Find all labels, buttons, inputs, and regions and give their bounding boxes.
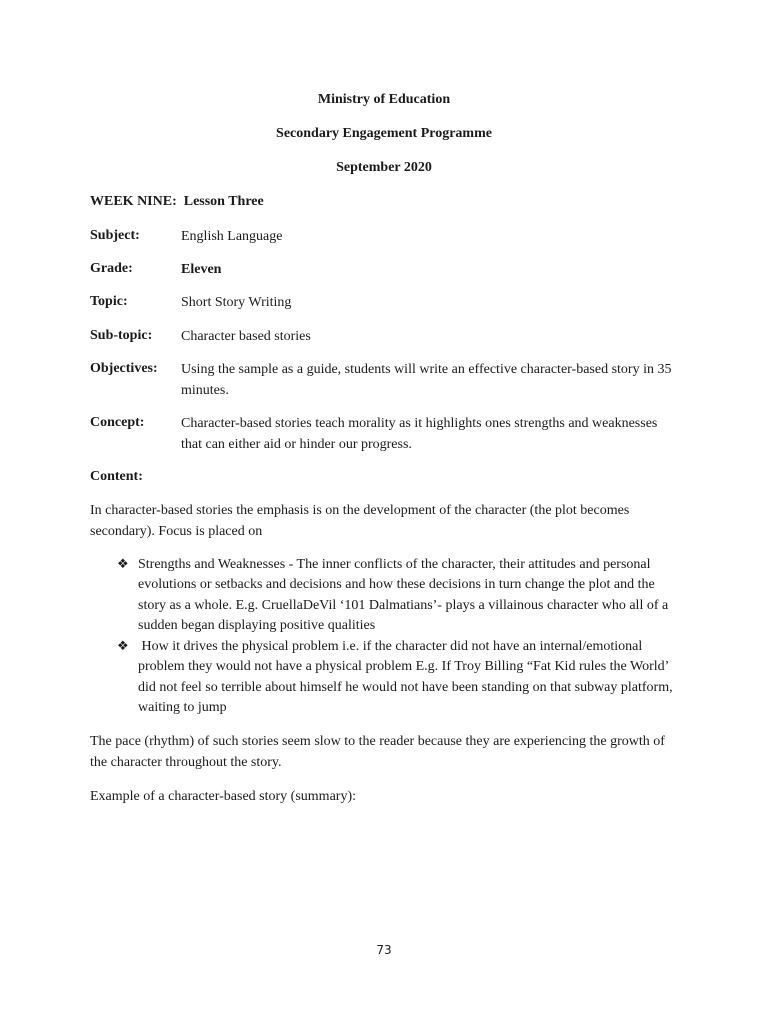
ministry-heading: Ministry of Education (317, 92, 451, 107)
example-line: Example of a character-based story (summary): (90, 789, 356, 804)
subject-label: Subject: (90, 228, 140, 243)
subject-value: English Language (181, 229, 283, 244)
grade-label: Grade: (90, 261, 133, 276)
lesson-title: WEEK NINE: Lesson Three (90, 194, 264, 209)
topic-value: Short Story Writing (181, 295, 292, 310)
concept-value: Character-based stories teach morality as it highlights ones strengths and weaknesses that can either aid or hinder our progress. (181, 416, 658, 452)
diamond-bullet-icon: ❖ (117, 557, 129, 572)
concept-label: Concept: (90, 415, 145, 430)
intro-paragraph: In character-based stories the emphasis is on the development of the character (the plot becomes secondary). Focus is placed on (90, 503, 630, 539)
page-number: 73 (376, 943, 392, 957)
content-heading: Content: (90, 469, 143, 484)
programme-heading: Secondary Engagement Programme (276, 126, 492, 141)
pace-paragraph: The pace (rhythm) of such stories seem slow to the reader because they are experiencing the growth of the character throughout the story. (90, 734, 665, 770)
topic-label: Topic: (90, 294, 128, 309)
bullet-item: How it drives the physical problem i.e. if the character did not have an internal/emotional problem they would not have a physical problem E.g. If Troy Billing “Fat Kid rules the World’ did not feel so terrible about himself he would not have been standing on that subway platform, waiting to jump (138, 639, 677, 715)
subtopic-value: Character based stories (181, 329, 311, 344)
objectives-label: Objectives: (90, 361, 158, 376)
objectives-value: Using the sample as a guide, students will write an effective character-based story in 35 minutes. (181, 362, 672, 398)
date-heading: September 2020 (336, 160, 432, 175)
grade-value: Eleven (181, 262, 222, 277)
subtopic-label: Sub-topic: (90, 328, 153, 343)
bullet-item: Strengths and Weaknesses - The inner conflicts of the character, their attitudes and personal evolutions or setbacks and decisions and how these decisions in turn change the plot and the story as a whole. E.g. CruellaDeVil ‘101 Dalmatians’- plays a villainous character who all of a sudden began displaying positive qualities (138, 557, 669, 633)
diamond-bullet-icon: ❖ (117, 639, 129, 654)
